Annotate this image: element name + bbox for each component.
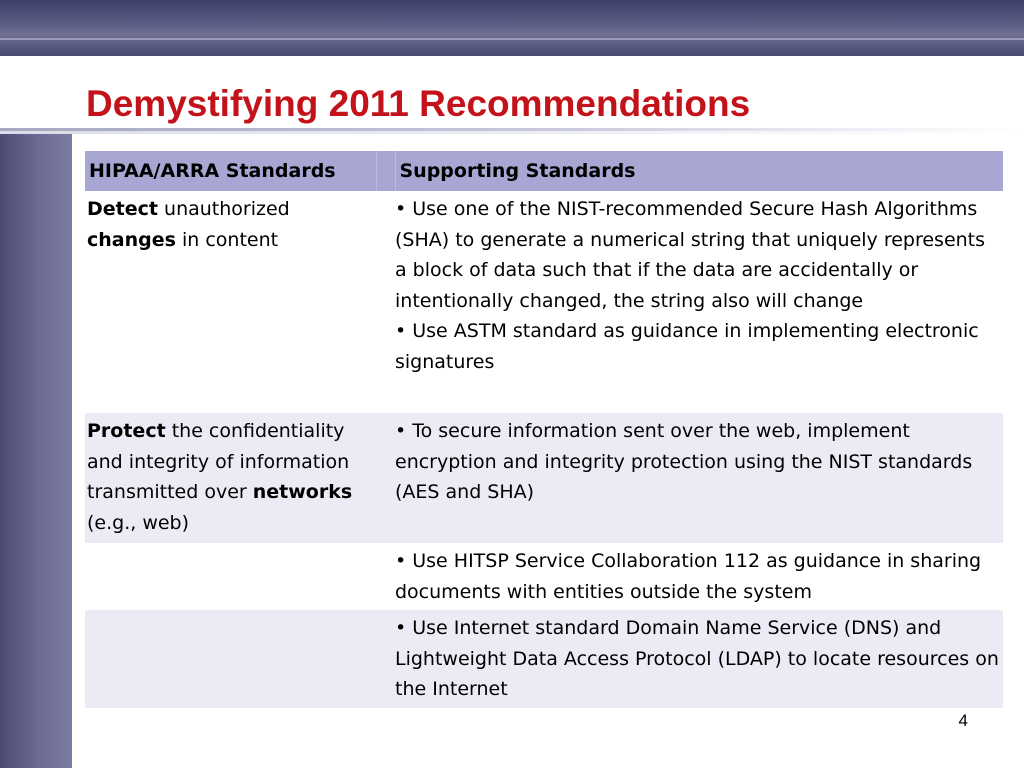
- table-row: [85, 191, 1003, 413]
- standard-cell: [85, 191, 376, 413]
- header-hipaa-arra: HIPAA/ARRA Standards: [85, 151, 376, 191]
- header-supporting: Supporting Standards: [395, 151, 1003, 191]
- standard-text: the confidentiality and integrity of information transmitted over: [87, 420, 350, 503]
- table-row: [85, 543, 1003, 610]
- table-row: [85, 610, 1003, 708]
- row-gap: [376, 543, 395, 610]
- supporting-cell: [395, 191, 1003, 413]
- row-gap: [376, 610, 395, 708]
- standard-text: (e.g., web): [87, 511, 190, 534]
- standard-keyword: networks: [252, 481, 353, 503]
- top-bar-stripe: [0, 38, 1024, 40]
- supporting-bullet: • Use Internet standard Domain Name Service (DNS) and Lightweight Data Access Protocol (LDAP) to locate resources on the Internet: [395, 617, 999, 700]
- supporting-cell: [395, 543, 1003, 610]
- table-row: [85, 413, 1003, 543]
- top-decorative-bar: [0, 0, 1024, 56]
- standards-table: [85, 151, 1003, 708]
- row-gap: [376, 191, 395, 413]
- supporting-cell: [395, 610, 1003, 708]
- standard-text: in content: [175, 228, 279, 251]
- left-decorative-bar: [0, 134, 72, 768]
- title-underline-shadow: [0, 131, 1024, 134]
- table-header-row: [85, 151, 1003, 191]
- standard-keyword: Detect: [87, 198, 158, 220]
- standard-cell: [85, 610, 376, 708]
- standard-cell: [85, 413, 376, 543]
- slide-title: Demystifying 2011 Recommendations: [86, 83, 751, 124]
- supporting-bullet: • To secure information sent over the web, implement encryption and integrity protection using the NIST standards (AES and SHA): [395, 420, 973, 503]
- supporting-cell: [395, 413, 1003, 543]
- supporting-bullet: • Use one of the NIST-recommended Secure Hash Algorithms (SHA) to generate a numerical string that uniquely represents a block of data such that if the data are accidentally or intentionally changed, the string also will change: [395, 198, 986, 312]
- row-gap: [376, 413, 395, 543]
- standard-keyword: changes: [87, 228, 176, 251]
- supporting-bullet: • Use ASTM standard as guidance in implementing electronic signatures: [395, 320, 979, 373]
- page-number: 4: [958, 711, 968, 730]
- standard-keyword: Protect: [87, 420, 166, 442]
- supporting-bullet: • Use HITSP Service Collaboration 112 as guidance in sharing documents with entities outside the system: [395, 550, 982, 603]
- standard-cell: [85, 543, 376, 610]
- standard-text: unauthorized: [157, 198, 290, 220]
- header-gap: [376, 151, 395, 191]
